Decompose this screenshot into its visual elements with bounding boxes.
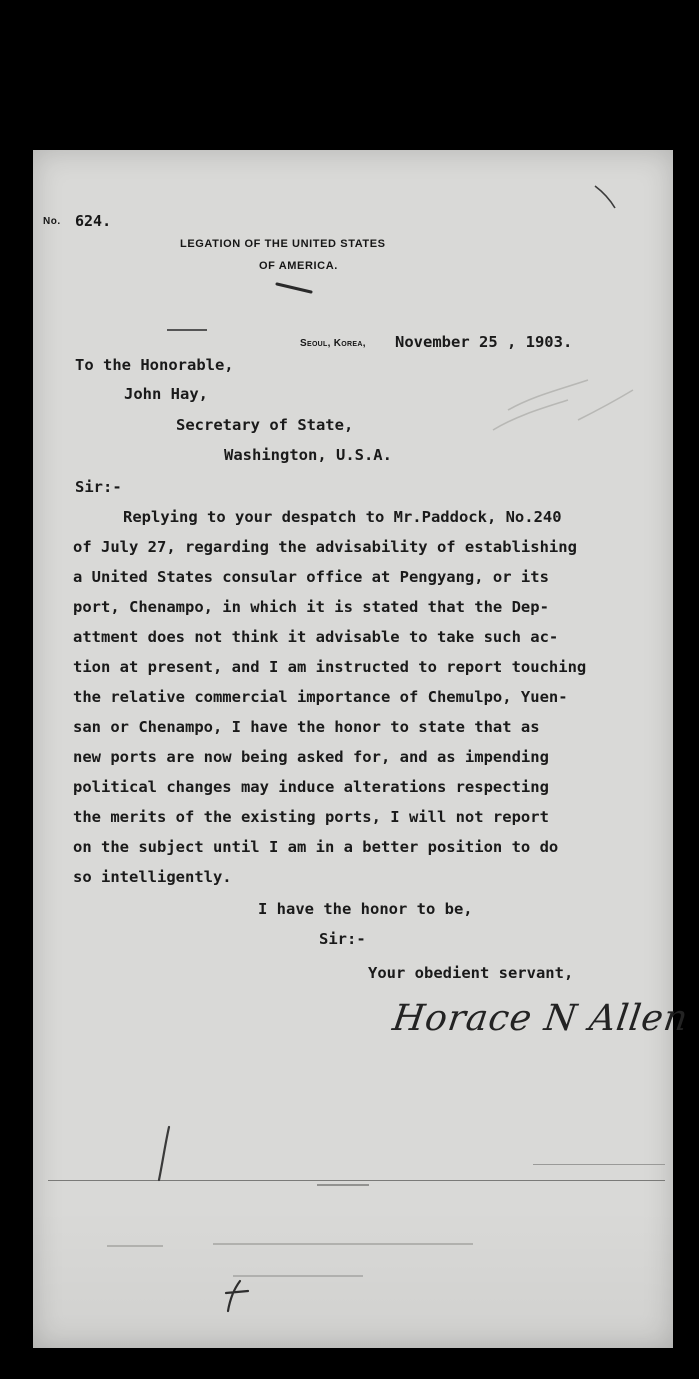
body-line: Replying to your despatch to Mr.Paddock, No.240 [123,508,562,526]
ink-stroke-mark [273,278,323,298]
address-city: Washington, U.S.A. [224,446,392,464]
body-line: tion at present, and I am instructed to report touching [73,658,587,676]
body-line: of July 27, regarding the advisability of establishing [73,538,577,556]
ruled-line [533,1164,665,1165]
body-line: political changes may induce alterations respecting [73,778,549,796]
body-line: san or Chenampo, I have the honor to state that as [73,718,540,736]
place-line: Seoul, Korea, [300,338,366,349]
address-name: John Hay, [124,385,208,403]
body-line: on the subject until I am in a better position to do [73,838,559,856]
despatch-number: 624. [75,212,112,230]
letterhead-line-1: LEGATION OF THE UNITED STATES [180,238,386,250]
body-line: new ports are now being asked for, and as impending [73,748,549,766]
closing-line-3: Your obedient servant, [368,964,574,982]
body-line: so intelligently. [73,868,232,886]
number-label: No. [43,216,61,227]
faint-stroke-mark [313,1180,373,1190]
body-line: attment does not think it advisable to take such ac- [73,628,559,646]
faint-stroke-mark [163,322,213,336]
pencil-flourish-mark [218,1275,258,1315]
pencil-notation-mark [488,360,638,440]
letterhead-line-2: OF AMERICA. [259,260,338,272]
corner-stroke-mark [591,182,621,212]
body-line: the relative commercial importance of Chemulpo, Yuen- [73,688,568,706]
address-to: To the Honorable, [75,356,234,374]
closing-line-1: I have the honor to be, [258,900,473,918]
body-line: the merits of the existing ports, I will not report [73,808,549,826]
handwritten-signature: Horace N Allen [390,998,691,1039]
date-line: November 25 , 1903. [395,333,573,351]
faint-guide-lines [103,1240,483,1280]
closing-line-2: Sir:- [319,930,366,948]
pencil-tick-mark [151,1125,181,1185]
body-paragraph [73,508,663,898]
body-line: a United States consular office at Pengyang, or its [73,568,549,586]
letter-page [33,150,691,1348]
greeting: Sir:- [75,478,122,496]
address-title: Secretary of State, [176,416,354,434]
body-line: port, Chenampo, in which it is stated that the Dep- [73,598,549,616]
